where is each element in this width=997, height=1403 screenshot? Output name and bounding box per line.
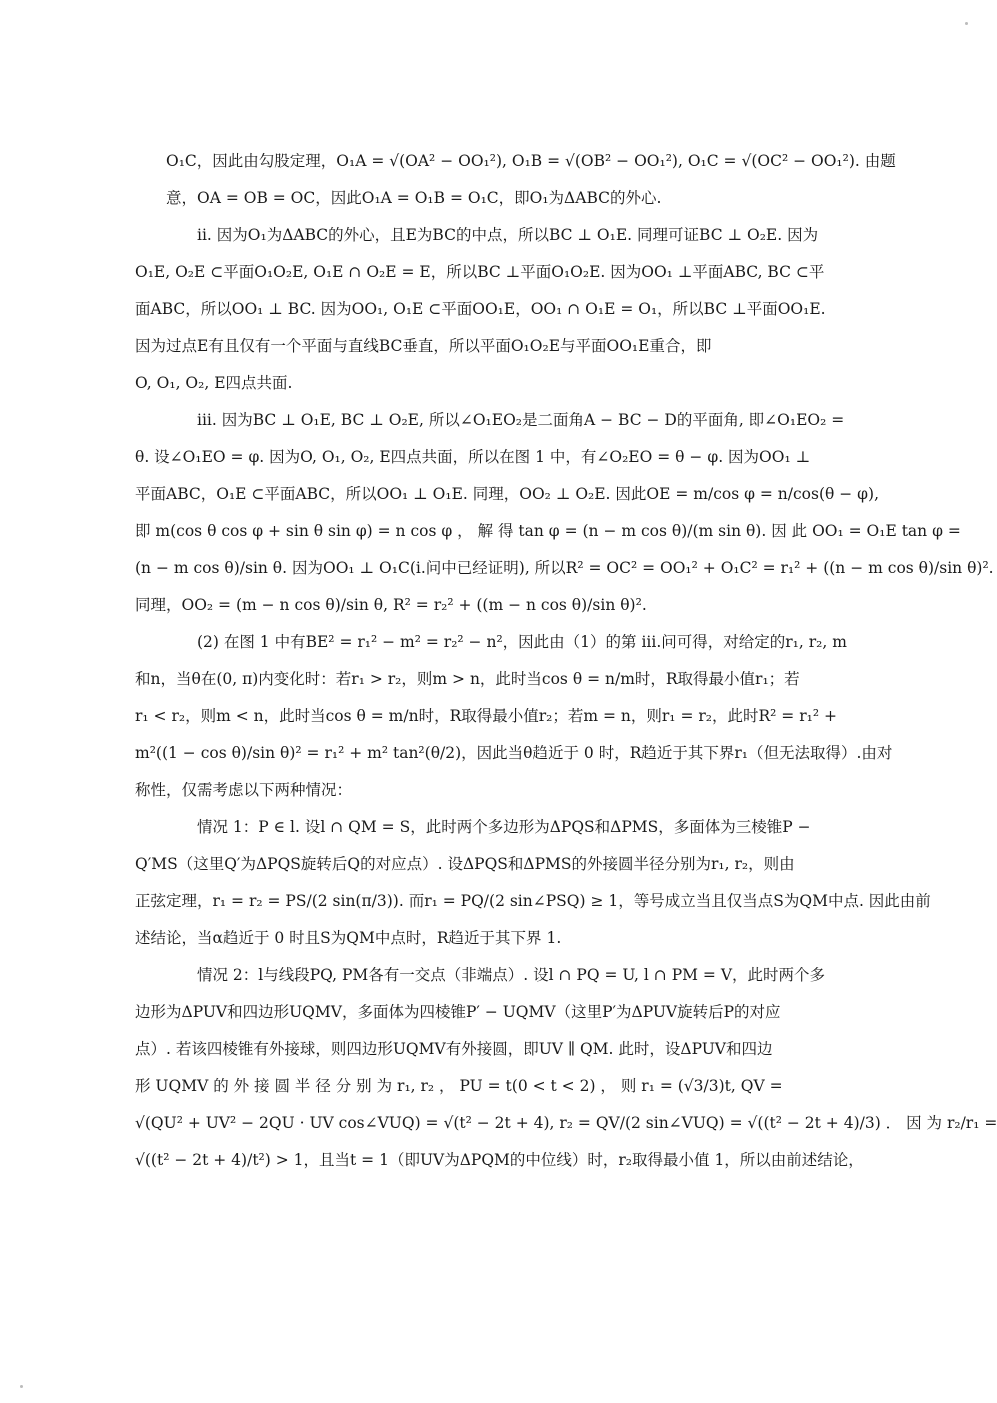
text-line: 述结论，当α趋近于 0 时且S为QM中点时，R趋近于其下界 1. (135, 929, 562, 947)
text-line: O₁C，因此由勾股定理，O₁A = √(OA² − OO₁²), O₁B = √(OB² − OO₁²), O₁C = √(OC² − OO₁²). 由题 (166, 152, 896, 170)
text-line: 正弦定理，r₁ = r₂ = PS/(2 sin(π/3)). 而r₁ = PQ/(2 sin∠PSQ) ≥ 1，等号成立当且仅当点S为QM中点. 因此由前 (135, 892, 931, 910)
text-line: (n − m cos θ)/sin θ. 因为OO₁ ⊥ O₁C(i.问中已经证明), 所以R² = OC² = OO₁² + O₁C² = r₁² + ((n − m cos θ)/sin θ)². (135, 559, 994, 577)
text-line: ii. 因为O₁为ΔABC的外心，且E为BC的中点，所以BC ⊥ O₁E. 同理可证BC ⊥ O₂E. 因为 (197, 226, 819, 244)
text-line: iii. 因为BC ⊥ O₁E, BC ⊥ O₂E, 所以∠O₁EO₂是二面角A − BC − D的平面角, 即∠O₁EO₂ = (197, 411, 845, 429)
text-line: 因为过点E有且仅有一个平面与直线BC垂直，所以平面O₁O₂E与平面OO₁E重合，即 (135, 337, 712, 355)
text-line: O, O₁, O₂, E四点共面. (135, 374, 293, 392)
text-line: 形 UQMV 的 外 接 圆 半 径 分 别 为 r₁, r₂ ， PU = t(0 < t < 2) ， 则 r₁ = (√3/3)t, QV = (135, 1077, 783, 1095)
paragraph (166, 143, 896, 217)
text-line: 平面ABC，O₁E ⊂平面ABC，所以OO₁ ⊥ O₁E. 同理，OO₂ ⊥ O₂E. 因此OE = m/cos φ = n/cos(θ − φ), (135, 485, 880, 503)
paragraph (135, 217, 828, 402)
text-line: Q′MS（这里Q′为ΔPQS旋转后Q的对应点）. 设ΔPQS和ΔPMS的外接圆半径分别为r₁, r₂，则由 (135, 855, 795, 873)
text-line: √((t² − 2t + 4)/t²) > 1，且当t = 1（即UV为ΔPQM的中位线）时，r₂取得最小值 1，所以由前述结论， (135, 1151, 864, 1169)
paragraph (135, 624, 893, 809)
text-line: 情况 2：l与线段PQ, PM各有一交点（非端点）. 设l ∩ PQ = U, l ∩ PM = V，此时两个多 (197, 966, 826, 984)
text-line: √(QU² + UV² − 2QU · UV cos∠VUQ) = √(t² − 2t + 4), r₂ = QV/(2 sin∠VUQ) = √((t² − 2t + 4)/3) ． 因 为 r₂/r₁ = (135, 1114, 997, 1132)
paragraph (135, 402, 994, 624)
text-line: 情况 1：P ∈ l. 设l ∩ QM = S，此时两个多边形为ΔPQS和ΔPMS，多面体为三棱锥P − (197, 818, 811, 836)
text-line: r₁ < r₂，则m < n，此时当cos θ = m/n时，R取得最小值r₂；若m = n，则r₁ = r₂，此时R² = r₁² + (135, 707, 837, 725)
text-line: 面ABC，所以OO₁ ⊥ BC. 因为OO₁, O₁E ⊂平面OO₁E，OO₁ ∩ O₁E = O₁，所以BC ⊥平面OO₁E. (135, 300, 826, 318)
document-body (135, 143, 997, 1179)
corner-mark-top-right (965, 22, 968, 25)
text-line: 称性，仅需考虑以下两种情况： (135, 781, 353, 799)
text-line: 即 m(cos θ cos φ + sin θ sin φ) = n cos φ ， 解 得 tan φ = (n − m cos θ)/(m sin θ). 因 此 OO₁ = O₁E tan φ = (135, 522, 961, 540)
paragraph (135, 809, 931, 957)
text-line: θ. 设∠O₁EO = φ. 因为O, O₁, O₂, E四点共面，所以在图 1 中，有∠O₂EO = θ − φ. 因为OO₁ ⊥ (135, 448, 811, 466)
text-line: 同理，OO₂ = (m − n cos θ)/sin θ, R² = r₂² + ((m − n cos θ)/sin θ)². (135, 596, 647, 614)
text-line: 意，OA = OB = OC，因此O₁A = O₁B = O₁C，即O₁为ΔABC的外心. (166, 189, 662, 207)
text-line: 点）. 若该四棱锥有外接球，则四边形UQMV有外接圆，即UV ∥ QM. 此时，设ΔPUV和四边 (135, 1040, 773, 1058)
text-line: 边形为ΔPUV和四边形UQMV，多面体为四棱锥P′ − UQMV（这里P′为ΔPUV旋转后P的对应 (135, 1003, 781, 1021)
text-line: O₁E, O₂E ⊂平面O₁O₂E, O₁E ∩ O₂E = E，所以BC ⊥平面O₁O₂E. 因为OO₁ ⊥平面ABC, BC ⊂平 (135, 263, 825, 281)
paragraph (135, 957, 997, 1179)
corner-mark-bottom-left (20, 1385, 23, 1388)
text-line: 和n，当θ在(0, π)内变化时：若r₁ > r₂，则m > n，此时当cos θ = n/m时，R取得最小值r₁；若 (135, 670, 800, 688)
text-line: m²((1 − cos θ)/sin θ)² = r₁² + m² tan²(θ/2)，因此当θ趋近于 0 时，R趋近于其下界r₁（但无法取得）.由对 (135, 744, 893, 762)
text-line: (2) 在图 1 中有BE² = r₁² − m² = r₂² − n²，因此由（1）的第 iii.问可得，对给定的r₁, r₂, m (197, 633, 847, 651)
